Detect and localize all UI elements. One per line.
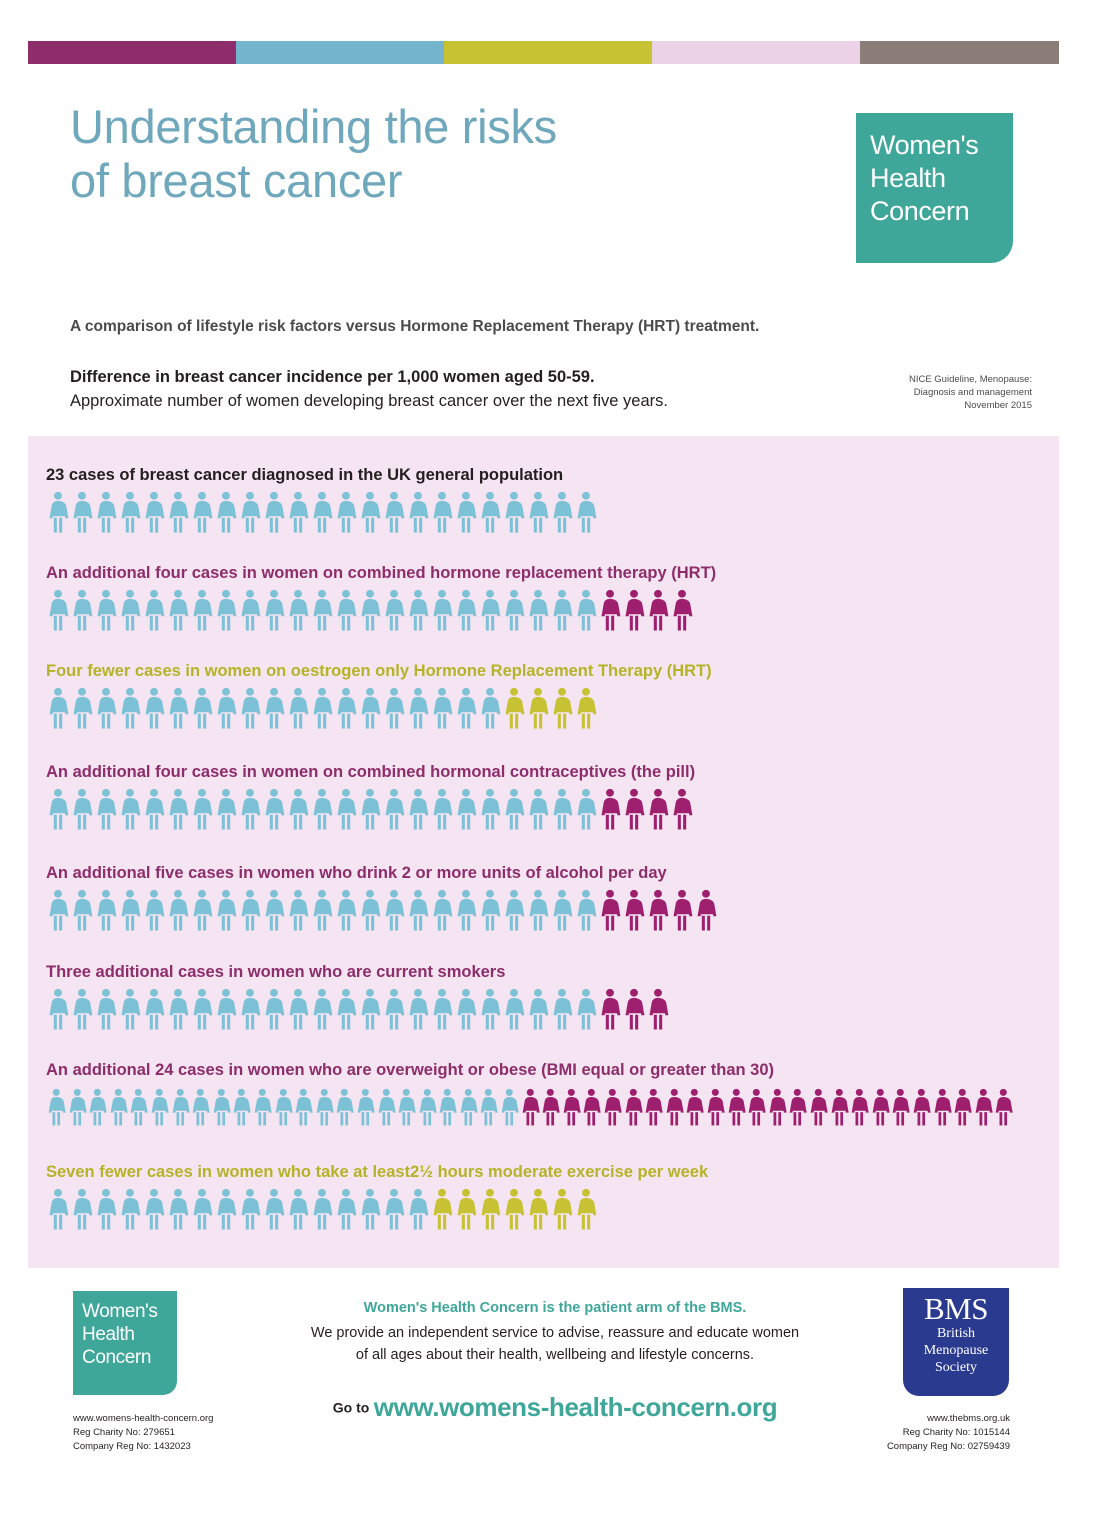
- woman-figure-icon: [664, 1086, 685, 1128]
- footer-logo-line-1: Women's: [82, 1301, 158, 1322]
- woman-figure-icon: [118, 1188, 142, 1230]
- woman-figure-icon: [478, 687, 502, 729]
- woman-figure-icon: [166, 1188, 190, 1230]
- top-bar-segment-taupe: [860, 41, 1059, 64]
- woman-figure-icon: [602, 1086, 623, 1128]
- woman-figure-icon: [286, 1188, 310, 1230]
- woman-figure-icon: [454, 687, 478, 729]
- woman-figure-icon: [334, 988, 358, 1030]
- pictogram-row: [46, 662, 712, 729]
- woman-figure-icon: [396, 1086, 417, 1128]
- woman-figure-icon: [746, 1086, 767, 1128]
- top-bar-segment-blue: [236, 41, 444, 64]
- woman-figure-icon: [382, 687, 406, 729]
- footer-url-row: [245, 1392, 865, 1423]
- woman-figure-icon: [142, 589, 166, 631]
- woman-figure-icon: [238, 589, 262, 631]
- woman-figure-icon: [646, 988, 670, 1030]
- woman-figure-icon: [334, 788, 358, 830]
- woman-figure-icon: [526, 988, 550, 1030]
- woman-figure-icon: [166, 491, 190, 533]
- kicker-text: Difference in breast cancer incidence per 1,000 women aged 50-59.: [70, 368, 595, 386]
- woman-figure-icon: [170, 1086, 191, 1128]
- woman-figure-icon: [142, 491, 166, 533]
- woman-figure-icon: [190, 589, 214, 631]
- top-bar-segment-purple: [28, 41, 236, 64]
- woman-figure-icon: [94, 491, 118, 533]
- woman-figure-icon: [973, 1086, 994, 1128]
- woman-figure-icon: [128, 1086, 149, 1128]
- woman-figure-icon: [67, 1086, 88, 1128]
- woman-figure-icon: [502, 491, 526, 533]
- bms-logo-line-2: British: [936, 1326, 976, 1341]
- lede-text: A comparison of lifestyle risk factors versus Hormone Replacement Therapy (HRT) treatment.: [70, 318, 760, 335]
- woman-figure-icon: [286, 889, 310, 931]
- pictogram-figure-group: [46, 788, 695, 830]
- woman-figure-icon: [890, 1086, 911, 1128]
- woman-figure-icon: [118, 889, 142, 931]
- woman-figure-icon: [238, 687, 262, 729]
- woman-figure-icon: [214, 988, 238, 1030]
- woman-figure-icon: [310, 687, 334, 729]
- footer-body-line-2: of all ages about their health, wellbeing and lifestyle concerns.: [355, 1347, 755, 1363]
- pictogram-figure-group: [46, 988, 670, 1030]
- page-title-line1: Understanding the risks: [70, 100, 557, 153]
- pictogram-figure-group: [46, 889, 718, 931]
- whc-registration-meta: [73, 1412, 303, 1454]
- woman-figure-icon: [911, 1086, 932, 1128]
- woman-figure-icon: [454, 889, 478, 931]
- woman-figure-icon: [406, 988, 430, 1030]
- woman-figure-icon: [262, 589, 286, 631]
- woman-figure-icon: [214, 687, 238, 729]
- woman-figure-icon: [406, 889, 430, 931]
- pictogram-row: [46, 1163, 708, 1230]
- woman-figure-icon: [310, 988, 334, 1030]
- woman-figure-icon: [574, 988, 598, 1030]
- pictogram-row: [46, 1061, 1014, 1128]
- woman-figure-icon: [454, 788, 478, 830]
- woman-figure-icon: [550, 988, 574, 1030]
- woman-figure-icon: [932, 1086, 953, 1128]
- woman-figure-icon: [262, 687, 286, 729]
- woman-figure-icon: [190, 1086, 211, 1128]
- footer-logo-line-2: Health: [82, 1324, 135, 1345]
- woman-figure-icon: [767, 1086, 788, 1128]
- woman-figure-icon: [286, 988, 310, 1030]
- woman-figure-icon: [166, 687, 190, 729]
- woman-figure-icon: [46, 889, 70, 931]
- woman-figure-icon: [262, 491, 286, 533]
- bms-meta-line-2: Reg Charity No: 1015144: [902, 1427, 1010, 1438]
- woman-figure-icon: [214, 491, 238, 533]
- woman-figure-icon: [417, 1086, 438, 1128]
- woman-figure-icon: [870, 1086, 891, 1128]
- pictogram-row-label: An additional four cases in women on combined hormonal contraceptives (the pill): [46, 763, 696, 781]
- woman-figure-icon: [118, 788, 142, 830]
- woman-figure-icon: [166, 788, 190, 830]
- woman-figure-icon: [520, 1086, 541, 1128]
- footer-body-line-1: We provide an independent service to advise, reassure and educate women: [310, 1325, 800, 1341]
- woman-figure-icon: [70, 988, 94, 1030]
- pictogram-figure-group: [46, 1086, 1014, 1128]
- source-citation: [860, 373, 1032, 412]
- woman-figure-icon: [166, 889, 190, 931]
- woman-figure-icon: [598, 788, 622, 830]
- woman-figure-icon: [142, 889, 166, 931]
- woman-figure-icon: [118, 687, 142, 729]
- woman-figure-icon: [310, 889, 334, 931]
- woman-figure-icon: [526, 687, 550, 729]
- woman-figure-icon: [726, 1086, 747, 1128]
- woman-figure-icon: [437, 1086, 458, 1128]
- woman-figure-icon: [142, 1188, 166, 1230]
- woman-figure-icon: [70, 1188, 94, 1230]
- woman-figure-icon: [550, 889, 574, 931]
- citation-line-2: Diagnosis and management: [913, 387, 1032, 398]
- woman-figure-icon: [502, 788, 526, 830]
- woman-figure-icon: [314, 1086, 335, 1128]
- woman-figure-icon: [478, 1086, 499, 1128]
- woman-figure-icon: [670, 589, 694, 631]
- woman-figure-icon: [166, 988, 190, 1030]
- woman-figure-icon: [502, 1188, 526, 1230]
- pictogram-row: [46, 466, 598, 533]
- woman-figure-icon: [561, 1086, 582, 1128]
- woman-figure-icon: [430, 589, 454, 631]
- pictogram-panel: [28, 436, 1059, 1268]
- citation-line-1: NICE Guideline, Menopause:: [908, 374, 1032, 385]
- pictogram-figure-group: [46, 1188, 708, 1230]
- woman-figure-icon: [214, 1188, 238, 1230]
- bms-meta-line-1: www.thebms.org.uk: [927, 1413, 1010, 1424]
- woman-figure-icon: [211, 1086, 232, 1128]
- woman-figure-icon: [454, 589, 478, 631]
- woman-figure-icon: [214, 889, 238, 931]
- bms-registration-meta: [820, 1412, 1010, 1454]
- woman-figure-icon: [94, 1188, 118, 1230]
- woman-figure-icon: [358, 788, 382, 830]
- woman-figure-icon: [382, 889, 406, 931]
- woman-figure-icon: [454, 491, 478, 533]
- woman-figure-icon: [358, 687, 382, 729]
- woman-figure-icon: [46, 687, 70, 729]
- woman-figure-icon: [108, 1086, 129, 1128]
- woman-figure-icon: [598, 589, 622, 631]
- woman-figure-icon: [574, 889, 598, 931]
- woman-figure-icon: [190, 1188, 214, 1230]
- woman-figure-icon: [46, 589, 70, 631]
- pictogram-row-label: Four fewer cases in women on oestrogen only Hormone Replacement Therapy (HRT): [46, 662, 712, 680]
- woman-figure-icon: [94, 589, 118, 631]
- woman-figure-icon: [334, 491, 358, 533]
- whc-meta-line-3: Company Reg No: 1432023: [73, 1441, 191, 1452]
- woman-figure-icon: [238, 988, 262, 1030]
- woman-figure-icon: [252, 1086, 273, 1128]
- footer-headline: Women's Health Concern is the patient arm of the BMS.: [363, 1300, 747, 1316]
- woman-figure-icon: [478, 988, 502, 1030]
- woman-figure-icon: [430, 491, 454, 533]
- logo-line-3: Concern: [870, 196, 970, 226]
- top-color-bar: [28, 41, 1059, 64]
- woman-figure-icon: [286, 788, 310, 830]
- woman-figure-icon: [334, 589, 358, 631]
- woman-figure-icon: [70, 491, 94, 533]
- woman-figure-icon: [502, 889, 526, 931]
- woman-figure-icon: [502, 988, 526, 1030]
- woman-figure-icon: [286, 687, 310, 729]
- woman-figure-icon: [598, 889, 622, 931]
- woman-figure-icon: [670, 788, 694, 830]
- woman-figure-icon: [94, 788, 118, 830]
- woman-figure-icon: [574, 687, 598, 729]
- woman-figure-icon: [646, 589, 670, 631]
- woman-figure-icon: [808, 1086, 829, 1128]
- woman-figure-icon: [310, 788, 334, 830]
- logo-line-1: Women's: [870, 130, 979, 160]
- woman-figure-icon: [149, 1086, 170, 1128]
- woman-figure-icon: [952, 1086, 973, 1128]
- woman-figure-icon: [231, 1086, 252, 1128]
- logo-line-2: Health: [870, 163, 946, 193]
- pictogram-row-label: An additional five cases in women who drink 2 or more units of alcohol per day: [46, 864, 667, 882]
- woman-figure-icon: [214, 788, 238, 830]
- woman-figure-icon: [262, 889, 286, 931]
- pictogram-row-label: 23 cases of breast cancer diagnosed in the UK general population: [46, 466, 564, 484]
- goto-label: Go to: [332, 1399, 370, 1416]
- woman-figure-icon: [849, 1086, 870, 1128]
- woman-figure-icon: [358, 491, 382, 533]
- website-url-link[interactable]: www.womens-health-concern.org: [373, 1392, 778, 1422]
- page-title-line2: of breast cancer: [70, 154, 403, 207]
- woman-figure-icon: [46, 1188, 70, 1230]
- woman-figure-icon: [646, 889, 670, 931]
- woman-figure-icon: [94, 988, 118, 1030]
- woman-figure-icon: [118, 491, 142, 533]
- woman-figure-icon: [376, 1086, 397, 1128]
- woman-figure-icon: [502, 589, 526, 631]
- woman-figure-icon: [406, 491, 430, 533]
- woman-figure-icon: [358, 889, 382, 931]
- woman-figure-icon: [118, 589, 142, 631]
- woman-figure-icon: [787, 1086, 808, 1128]
- woman-figure-icon: [550, 1188, 574, 1230]
- woman-figure-icon: [406, 1188, 430, 1230]
- pictogram-row: [46, 564, 716, 631]
- pictogram-row: [46, 864, 718, 931]
- whc-meta-line-1: www.womens-health-concern.org: [73, 1413, 214, 1424]
- woman-figure-icon: [118, 988, 142, 1030]
- woman-figure-icon: [478, 491, 502, 533]
- woman-figure-icon: [382, 491, 406, 533]
- woman-figure-icon: [526, 589, 550, 631]
- woman-figure-icon: [502, 687, 526, 729]
- top-bar-segment-yellow: [444, 41, 652, 64]
- pictogram-row-label: Seven fewer cases in women who take at least2½ hours moderate exercise per week: [46, 1163, 709, 1181]
- woman-figure-icon: [430, 687, 454, 729]
- woman-figure-icon: [430, 889, 454, 931]
- woman-figure-icon: [334, 889, 358, 931]
- woman-figure-icon: [46, 491, 70, 533]
- pictogram-row-label: An additional 24 cases in women who are overweight or obese (BMI equal or greater than 30): [46, 1061, 775, 1079]
- woman-figure-icon: [382, 1188, 406, 1230]
- woman-figure-icon: [273, 1086, 294, 1128]
- woman-figure-icon: [262, 988, 286, 1030]
- citation-line-3: November 2015: [964, 400, 1032, 411]
- bms-logo-line-3: Menopause: [923, 1343, 989, 1358]
- woman-figure-icon: [358, 988, 382, 1030]
- woman-figure-icon: [454, 988, 478, 1030]
- page-title: [70, 100, 830, 208]
- woman-figure-icon: [46, 788, 70, 830]
- woman-figure-icon: [334, 1086, 355, 1128]
- woman-figure-icon: [214, 589, 238, 631]
- woman-figure-icon: [358, 1188, 382, 1230]
- whc-meta-line-2: Reg Charity No: 279651: [73, 1427, 175, 1438]
- woman-figure-icon: [478, 788, 502, 830]
- woman-figure-icon: [355, 1086, 376, 1128]
- woman-figure-icon: [581, 1086, 602, 1128]
- woman-figure-icon: [622, 788, 646, 830]
- woman-figure-icon: [574, 589, 598, 631]
- british-menopause-society-logo: [903, 1288, 1009, 1396]
- bms-logo-line-4: Society: [935, 1360, 977, 1375]
- woman-figure-icon: [190, 491, 214, 533]
- woman-figure-icon: [478, 889, 502, 931]
- woman-figure-icon: [598, 988, 622, 1030]
- woman-figure-icon: [993, 1086, 1014, 1128]
- subkicker-text: Approximate number of women developing breast cancer over the next five years.: [70, 392, 668, 410]
- woman-figure-icon: [382, 788, 406, 830]
- pictogram-row: [46, 763, 695, 830]
- footer-body: [245, 1322, 865, 1366]
- woman-figure-icon: [382, 589, 406, 631]
- woman-figure-icon: [430, 1188, 454, 1230]
- woman-figure-icon: [622, 889, 646, 931]
- pictogram-row-label: An additional four cases in women on combined hormone replacement therapy (HRT): [46, 564, 717, 582]
- woman-figure-icon: [94, 889, 118, 931]
- woman-figure-icon: [238, 788, 262, 830]
- woman-figure-icon: [142, 788, 166, 830]
- woman-figure-icon: [46, 1086, 67, 1128]
- woman-figure-icon: [70, 788, 94, 830]
- woman-figure-icon: [70, 687, 94, 729]
- woman-figure-icon: [310, 1188, 334, 1230]
- woman-figure-icon: [142, 687, 166, 729]
- woman-figure-icon: [142, 988, 166, 1030]
- woman-figure-icon: [430, 988, 454, 1030]
- woman-figure-icon: [646, 788, 670, 830]
- woman-figure-icon: [406, 687, 430, 729]
- woman-figure-icon: [358, 589, 382, 631]
- woman-figure-icon: [574, 491, 598, 533]
- pictogram-row-label: Three additional cases in women who are current smokers: [46, 963, 506, 981]
- woman-figure-icon: [622, 589, 646, 631]
- woman-figure-icon: [310, 491, 334, 533]
- woman-figure-icon: [550, 589, 574, 631]
- woman-figure-icon: [87, 1086, 108, 1128]
- pictogram-row: [46, 963, 670, 1030]
- woman-figure-icon: [526, 1188, 550, 1230]
- woman-figure-icon: [478, 589, 502, 631]
- woman-figure-icon: [550, 491, 574, 533]
- bms-meta-line-3: Company Reg No: 02759439: [886, 1441, 1010, 1452]
- woman-figure-icon: [46, 988, 70, 1030]
- woman-figure-icon: [94, 687, 118, 729]
- top-bar-segment-pink: [652, 41, 860, 64]
- woman-figure-icon: [623, 1086, 644, 1128]
- woman-figure-icon: [458, 1086, 479, 1128]
- woman-figure-icon: [643, 1086, 664, 1128]
- woman-figure-icon: [526, 491, 550, 533]
- woman-figure-icon: [406, 788, 430, 830]
- woman-figure-icon: [293, 1086, 314, 1128]
- footer-logo-line-3: Concern: [82, 1347, 152, 1368]
- woman-figure-icon: [430, 788, 454, 830]
- woman-figure-icon: [550, 687, 574, 729]
- woman-figure-icon: [574, 1188, 598, 1230]
- woman-figure-icon: [574, 788, 598, 830]
- woman-figure-icon: [238, 1188, 262, 1230]
- woman-figure-icon: [670, 889, 694, 931]
- woman-figure-icon: [190, 687, 214, 729]
- woman-figure-icon: [829, 1086, 850, 1128]
- woman-figure-icon: [190, 788, 214, 830]
- woman-figure-icon: [334, 1188, 358, 1230]
- woman-figure-icon: [166, 589, 190, 631]
- woman-figure-icon: [526, 889, 550, 931]
- woman-figure-icon: [238, 889, 262, 931]
- woman-figure-icon: [454, 1188, 478, 1230]
- woman-figure-icon: [406, 589, 430, 631]
- pictogram-figure-group: [46, 589, 716, 631]
- woman-figure-icon: [478, 1188, 502, 1230]
- woman-figure-icon: [262, 1188, 286, 1230]
- woman-figure-icon: [70, 589, 94, 631]
- pictogram-figure-group: [46, 491, 598, 533]
- woman-figure-icon: [238, 491, 262, 533]
- woman-figure-icon: [190, 889, 214, 931]
- woman-figure-icon: [526, 788, 550, 830]
- woman-figure-icon: [286, 491, 310, 533]
- woman-figure-icon: [190, 988, 214, 1030]
- bms-logo-line-1: BMS: [924, 1291, 988, 1326]
- woman-figure-icon: [286, 589, 310, 631]
- woman-figure-icon: [684, 1086, 705, 1128]
- woman-figure-icon: [499, 1086, 520, 1128]
- woman-figure-icon: [310, 589, 334, 631]
- footer-womens-health-concern-logo: [73, 1291, 177, 1395]
- woman-figure-icon: [334, 687, 358, 729]
- woman-figure-icon: [694, 889, 718, 931]
- woman-figure-icon: [622, 988, 646, 1030]
- woman-figure-icon: [550, 788, 574, 830]
- woman-figure-icon: [540, 1086, 561, 1128]
- woman-figure-icon: [70, 889, 94, 931]
- woman-figure-icon: [705, 1086, 726, 1128]
- pictogram-figure-group: [46, 687, 712, 729]
- woman-figure-icon: [382, 988, 406, 1030]
- womens-health-concern-logo: [856, 113, 1013, 263]
- woman-figure-icon: [262, 788, 286, 830]
